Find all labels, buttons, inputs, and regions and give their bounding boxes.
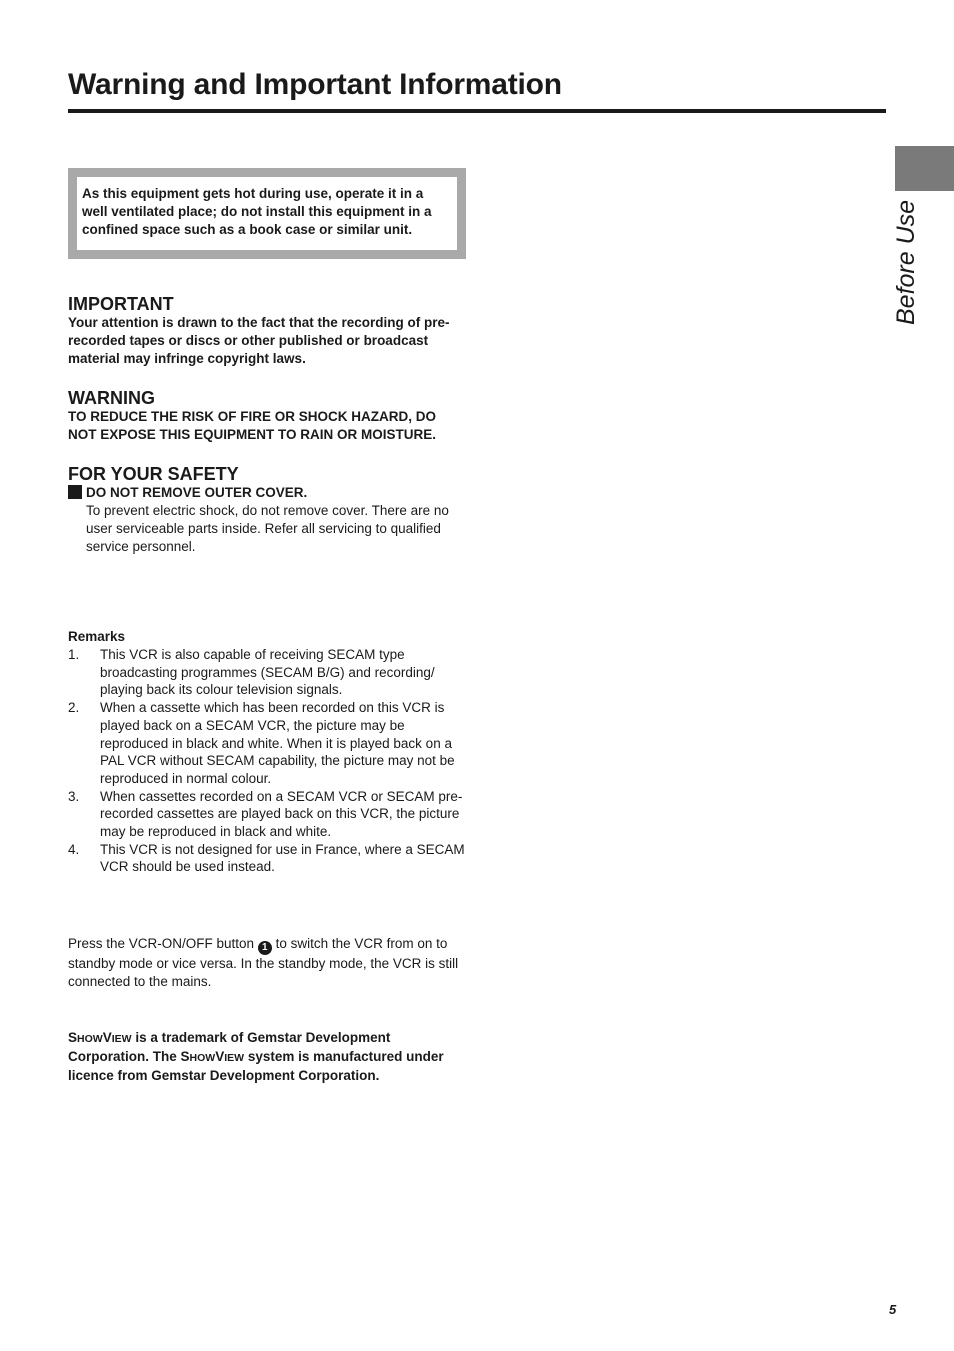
title-divider — [68, 109, 886, 113]
important-text: Your attention is drawn to the fact that the recording of pre-recorded tapes or discs or other published or broadcast material may infringe copyright laws. — [68, 315, 450, 366]
caution-box — [68, 168, 466, 259]
important-section — [68, 294, 468, 368]
warning-text: TO REDUCE THE RISK OF FIRE OR SHOCK HAZARD, DO NOT EXPOSE THIS EQUIPMENT TO RAIN OR MOISTURE. — [68, 409, 437, 442]
remarks-title: Remarks — [68, 629, 126, 644]
bullet-square-icon — [68, 485, 82, 499]
section-side-label-text: Before Use — [892, 199, 920, 325]
list-item: 3. When cassettes recorded on a SECAM VCR or SECAM pre-recorded cassettes are played back on this VCR, the picture may be reproduced in black and white. — [68, 788, 463, 840]
list-item: 2. When a cassette which has been recorded on this VCR is played back on a SECAM VCR, the picture may be reproduced in black and white. When it is played back on a PAL VCR without SECAM capability, the picture may not be reproduced in normal colour. — [68, 700, 455, 786]
safety-item-title: DO NOT REMOVE OUTER COVER. — [68, 484, 468, 502]
trademark-section — [68, 1029, 468, 1085]
page-number: 5 — [889, 1302, 897, 1317]
section-tab-marker — [895, 146, 954, 191]
remarks-list — [68, 646, 468, 876]
remarks-section — [68, 628, 468, 876]
safety-item-text: To prevent electric shock, do not remove cover. There are no user serviceable parts inside. Refer all servicing to qualified service personnel. — [86, 503, 449, 554]
power-text: Press the VCR-ON/OFF button 1 to switch the VCR from on to standby mode or vice versa. In the standby mode, the VCR is still connected to the mains. — [68, 936, 459, 989]
page-title: Warning and Important Information — [68, 68, 562, 101]
list-item: 1. This VCR is also capable of receiving SECAM type broadcasting programmes (SECAM B/G) and recording/ playing back its colour television signals. — [68, 647, 435, 698]
caution-text: As this equipment gets hot during use, operate it in a well ventilated place; do not install this equipment in a confined space such as a book case or similar unit. — [77, 177, 457, 250]
safety-section — [68, 464, 468, 556]
section-side-label — [870, 195, 942, 327]
warning-section — [68, 388, 468, 444]
trademark-text: SHOWVIEW is a trademark of Gemstar Development Corporation. The SHOWVIEW system is manufactured under licence from Gemstar Development Corporation. — [68, 1030, 444, 1083]
warning-heading: WARNING — [68, 388, 155, 408]
power-section — [68, 935, 468, 991]
button-ref-1-icon: 1 — [258, 941, 272, 955]
list-item: 4. This VCR is not designed for use in France, where a SECAM VCR should be used instead. — [68, 841, 465, 875]
safety-heading: FOR YOUR SAFETY — [68, 464, 239, 484]
important-heading: IMPORTANT — [68, 294, 174, 314]
